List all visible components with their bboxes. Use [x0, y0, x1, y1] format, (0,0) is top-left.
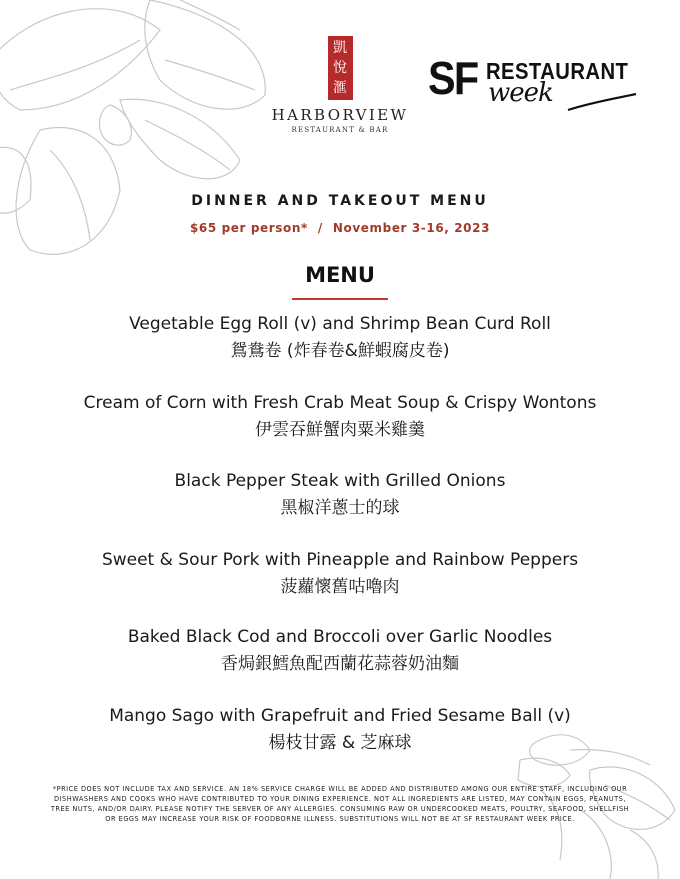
logo-sf: SF	[428, 52, 478, 104]
dish-english: Mango Sago with Grapefruit and Fried Sesame Ball (v)	[109, 706, 571, 726]
menu-item	[0, 392, 680, 441]
logo-swoosh	[498, 88, 638, 116]
separator: /	[317, 221, 323, 235]
price: $65 per person*	[189, 221, 308, 235]
menu-item	[0, 549, 680, 598]
dish-chinese: 楊枝甘露 & 芝麻球	[268, 733, 412, 753]
restaurant-name: HARBORVIEW	[271, 106, 409, 124]
dish-english: Baked Black Cod and Broccoli over Garlic Noodles	[127, 627, 553, 647]
menu-item	[0, 705, 680, 754]
dish-english: Cream of Corn with Fresh Crab Meat Soup & Crispy Wontons	[83, 393, 597, 413]
dish-chinese: 鴛鴦卷 (炸春卷&鮮蝦腐皮卷)	[230, 341, 450, 361]
seal-char: 悅	[333, 60, 347, 76]
seal-char: 凱	[333, 40, 347, 56]
menu-item	[0, 470, 680, 519]
dish-chinese: 香焗銀鱈魚配西蘭花蒜蓉奶油麵	[221, 654, 459, 674]
logo-restaurant: RESTAURANT	[486, 58, 629, 84]
dish-english: Sweet & Sour Pork with Pineapple and Rainbow Peppers	[101, 550, 579, 570]
dish-chinese: 伊雲吞鮮蟹肉粟米雞羹	[255, 420, 425, 440]
price-and-dates	[0, 221, 680, 235]
chinese-seal	[328, 36, 353, 100]
restaurant-logo	[270, 36, 410, 134]
dish-english: Vegetable Egg Roll (v) and Shrimp Bean Curd Roll	[129, 314, 551, 334]
divider	[292, 298, 388, 300]
restaurant-tagline: RESTAURANT & BAR	[291, 126, 389, 134]
dish-english: Black Pepper Steak with Grilled Onions	[174, 471, 506, 491]
disclaimer-footnote: *PRICE DOES NOT INCLUDE TAX AND SERVICE. AN 18% SERVICE CHARGE WILL BE ADDED AND DISTRIBUTED AMONG OUR ENTIRE STAFF, INCLUDING OUR DISHWASHERS AND COOKS WHO HAVE CONTRIBUTED TO YOUR DINING EXPERIENCE. NOT ALL INGREDIENTS ARE LISTED, MAY CONTAIN EGGS, PEANUTS, TREE NUTS, AND/OR DAIRY. PLEASE NOTIFY THE SERVER OF ANY ALLERGIES. CONSUMING RAW OR UNDERCOOKED MEATS, POULTRY, SEAFOOD, SHELLFISH OR EGGS MAY INCREASE YOUR RISK OF FOODBORNE ILLNESS. SUBSTITUTIONS WILL NOT BE AT SF RESTAURANT WEEK PRICE.	[50, 785, 630, 823]
dish-chinese: 菠蘿懷舊咕嚕肉	[280, 577, 400, 597]
logo-week: week	[488, 78, 553, 108]
dish-chinese: 黑椒洋蔥士的球	[280, 498, 400, 518]
menu-item	[0, 313, 680, 362]
menu-item	[0, 626, 680, 675]
menu-title: MENU	[305, 263, 375, 287]
sf-restaurant-week-logo	[428, 54, 638, 116]
dates: November 3-16, 2023	[332, 221, 491, 235]
menu-heading: DINNER AND TAKEOUT MENU	[191, 193, 489, 209]
seal-char: 滙	[333, 80, 347, 96]
